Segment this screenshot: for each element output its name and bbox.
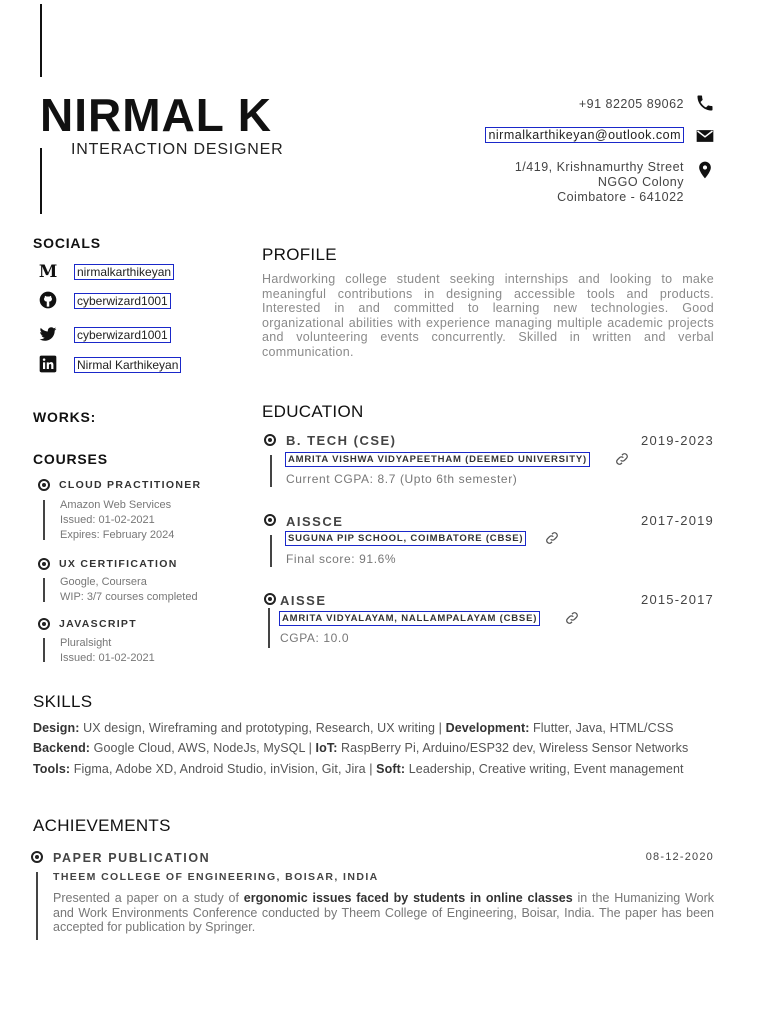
education-line: [270, 535, 272, 567]
social-link-medium[interactable]: nirmalkarthikeyan: [74, 264, 174, 280]
education-detail: CGPA: 10.0: [280, 631, 350, 645]
education-detail: Current CGPA: 8.7 (Upto 6th semester): [286, 472, 518, 486]
social-link-linkedin[interactable]: Nirmal Karthikeyan: [74, 357, 181, 373]
link-icon[interactable]: [614, 451, 630, 467]
education-bullet-icon: [264, 434, 276, 446]
email-link[interactable]: nirmalkarthikeyan@outlook.com: [485, 127, 684, 143]
header-line-top: [40, 4, 42, 77]
works-heading: WORKS:: [33, 409, 97, 425]
contact-phone: +91 82205 89062: [578, 97, 684, 111]
skill-text: Leadership, Creative writing, Event management: [405, 762, 684, 776]
education-school-link[interactable]: AMRITA VISHWA VIDYAPEETHAM (DEEMED UNIVERSITY): [285, 452, 590, 467]
header-line-bottom: [40, 148, 42, 214]
address-line-3: Coimbatore - 641022: [557, 190, 684, 204]
course-detail-line: Issued: 01-02-2021: [60, 514, 155, 526]
achievement-desc-highlight: ergonomic issues faced by students in online classes: [243, 891, 573, 905]
achievement-line: [36, 872, 38, 940]
education-years: 2017-2019: [641, 513, 714, 528]
course-detail-line: WIP: 3/7 courses completed: [60, 591, 198, 603]
course-detail-line: Expires: February 2024: [60, 529, 175, 541]
education-detail: Final score: 91.6%: [286, 552, 397, 566]
profile-heading: PROFILE: [262, 245, 337, 264]
course-details: [60, 498, 174, 543]
achievement-description: [53, 891, 714, 935]
course-line: [43, 500, 45, 540]
education-heading: EDUCATION: [262, 402, 364, 421]
achievement-bullet-icon: [31, 851, 43, 863]
achievement-date: 08-12-2020: [645, 851, 714, 863]
skill-text: Google Cloud, AWS, NodeJs, MySQL |: [90, 741, 316, 755]
skill-label: Tools:: [33, 762, 71, 776]
course-bullet-icon: [38, 479, 50, 491]
course-line: [43, 638, 45, 662]
candidate-name: NIRMAL K: [40, 89, 273, 141]
education-years: 2015-2017: [641, 592, 714, 607]
skill-text: Figma, Adobe XD, Android Studio, inVision, Git, Jira |: [70, 762, 377, 776]
socials-heading: SOCIALS: [33, 235, 101, 251]
linkedin-icon[interactable]: [38, 354, 58, 374]
education-school-link[interactable]: AMRITA VIDYALAYAM, NALLAMPALAYAM (CBSE): [279, 611, 540, 626]
education-years: 2019-2023: [641, 433, 714, 448]
contact-email[interactable]: [485, 128, 684, 143]
achievement-desc-text: in the Humanizing Work and Work Environments Conference conducted by Theem College of Engineering, Boisar, India. The paper has been accepted for publication by Springer.: [53, 891, 715, 935]
svg-text:M: M: [38, 261, 58, 281]
skill-label: Development:: [445, 721, 530, 735]
education-title: B. TECH (CSE): [286, 433, 397, 448]
github-icon[interactable]: [38, 290, 58, 310]
achievements-heading: ACHIEVEMENTS: [33, 816, 171, 835]
education-school-link[interactable]: SUGUNA PIP SCHOOL, COIMBATORE (CBSE): [285, 531, 526, 546]
course-detail-line: Pluralsight: [60, 637, 112, 649]
course-detail-line: Issued: 01-02-2021: [60, 652, 155, 664]
skill-text: Flutter, Java, HTML/CSS: [529, 721, 674, 735]
skill-text: UX design, Wireframing and prototyping, Research, UX writing |: [79, 721, 446, 735]
achievement-title: PAPER PUBLICATION: [53, 851, 211, 865]
education-bullet-icon: [264, 514, 276, 526]
education-title: AISSE: [280, 593, 327, 608]
skill-label: Design:: [33, 721, 80, 735]
education-line: [270, 455, 272, 487]
phone-icon: [695, 93, 715, 113]
course-details: [60, 575, 198, 605]
skills-row: [33, 721, 674, 735]
social-link-twitter[interactable]: cyberwizard1001: [74, 327, 171, 343]
skills-row: [33, 762, 684, 776]
education-line: [268, 608, 270, 648]
skill-label: Soft:: [376, 762, 406, 776]
social-link-github[interactable]: cyberwizard1001: [74, 293, 171, 309]
course-detail-line: Google, Coursera: [60, 576, 147, 588]
achievement-desc-text: Presented a paper on a study of: [53, 891, 244, 905]
course-bullet-icon: [38, 558, 50, 570]
course-details: [60, 636, 155, 666]
course-title: UX CERTIFICATION: [59, 558, 178, 570]
skills-row: [33, 741, 688, 755]
address-line-1: 1/419, Krishnamurthy Street: [514, 160, 684, 174]
mail-icon: [695, 126, 715, 146]
location-pin-icon: [695, 160, 715, 180]
address-line-2: NGGO Colony: [597, 175, 684, 189]
course-title: CLOUD PRACTITIONER: [59, 479, 202, 491]
courses-heading: COURSES: [33, 451, 108, 467]
profile-text: Hardworking college student seeking internships and looking to make meaningful contributions in designing accessible tools and products. Interested in and committed to learning new technologies. Good organizational abilities with experience managing multiple academic projects and volunteering events concurrently. Skilled in written and verbal communication.: [262, 272, 714, 359]
course-detail-line: Amazon Web Services: [60, 499, 172, 511]
course-bullet-icon: [38, 618, 50, 630]
achievement-org: THEEM COLLEGE OF ENGINEERING, BOISAR, INDIA: [53, 871, 379, 883]
medium-icon[interactable]: [38, 261, 58, 281]
skill-label: Backend:: [33, 741, 91, 755]
education-bullet-icon: [264, 593, 276, 605]
contact-address: [515, 160, 684, 205]
candidate-role: INTERACTION DESIGNER: [71, 141, 284, 158]
link-icon[interactable]: [544, 530, 560, 546]
course-title: JAVASCRIPT: [59, 618, 137, 630]
education-title: AISSCE: [286, 514, 344, 529]
link-icon[interactable]: [564, 610, 580, 626]
skill-text: RaspBerry Pi, Arduino/ESP32 dev, Wireless Sensor Networks: [337, 741, 689, 755]
skill-label: IoT:: [315, 741, 338, 755]
twitter-icon[interactable]: [38, 324, 58, 344]
skills-heading: SKILLS: [33, 692, 93, 711]
course-line: [43, 578, 45, 602]
